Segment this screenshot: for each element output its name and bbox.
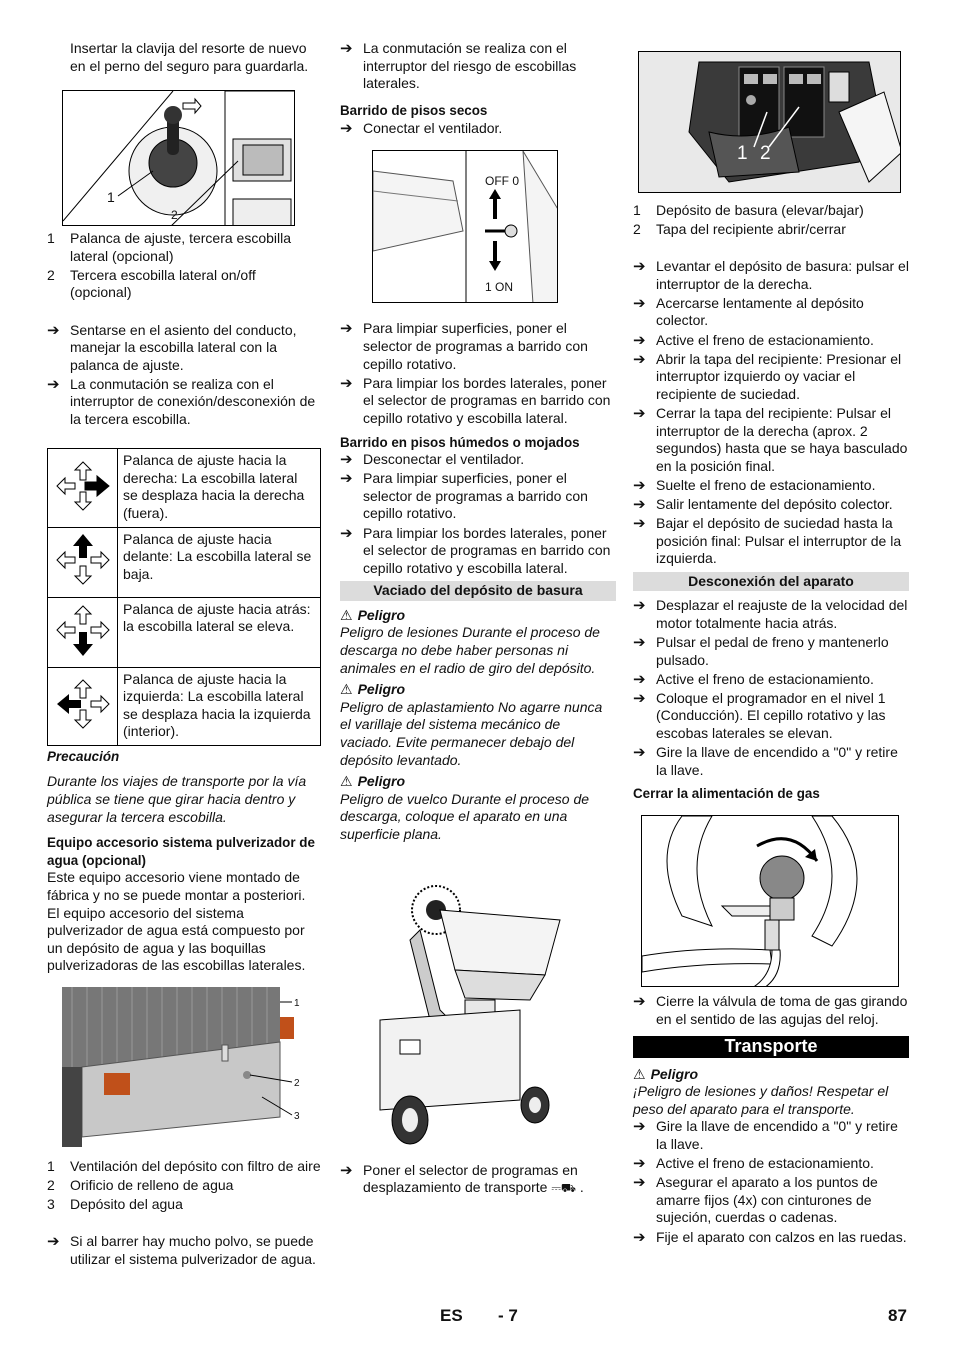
intro-text: Insertar la clavija del resorte de nuevo en el perno del seguro para guardarla. bbox=[70, 40, 309, 74]
fig1-callout-1: 1 bbox=[107, 189, 115, 206]
step-item: ➔ Levantar el depósito de basura: pulsar el interruptor de la derecha. bbox=[633, 258, 909, 292]
arrow-right-icon: ➔ bbox=[340, 524, 353, 542]
dumping-machine-illustration bbox=[370, 870, 570, 1146]
legend-item: 3 Depósito del agua bbox=[47, 1196, 183, 1213]
fan-on-label: 1 ON bbox=[485, 280, 514, 295]
water-tank-illustration bbox=[62, 987, 300, 1152]
direction-table bbox=[47, 448, 321, 746]
step-item: ➔ Para limpiar superficies, poner el selector de programas a barrido con cepillo rotativo. bbox=[340, 320, 588, 372]
step-item: ➔ Asegurar el aparato a los puntos de amarre fijos (4x) con cinturones de sujeción, cuerdas o cadenas. bbox=[633, 1174, 878, 1226]
fig2-callout-1: 1 bbox=[294, 998, 300, 1009]
dumping-machine-figure bbox=[370, 870, 570, 1146]
step-item: ➔ Cerrar la tapa del recipiente: Pulsar el interruptor de la derecha (aprox. 2 segundos) hasta que se haya basculado en la posición final. bbox=[633, 404, 908, 474]
joystick-figure bbox=[62, 90, 295, 226]
arrow-right-icon: ➔ bbox=[340, 451, 353, 469]
arrow-right-icon: ➔ bbox=[633, 744, 646, 762]
step-item: ➔ Para limpiar los bordes laterales, poner el selector de programas en barrido con cepillo rotativo y escobilla lateral. bbox=[340, 374, 611, 426]
warning-title: ⚠ Peligro bbox=[340, 606, 406, 623]
warning-title: ⚠ Peligro bbox=[340, 681, 406, 698]
fan-off-label: OFF 0 bbox=[485, 174, 520, 189]
column-2 bbox=[340, 40, 616, 1199]
table-row: Palanca de ajuste hacia la izquierda: La escobilla lateral se desplaza hacia la izquierda (interior). bbox=[48, 667, 321, 745]
legend-item: 1 Ventilación del depósito con filtro de aire bbox=[47, 1158, 321, 1174]
step-item: ➔ Si al barrer hay mucho polvo, se puede utilizar el sistema pulverizador de agua. bbox=[47, 1233, 316, 1267]
table-row: Palanca de ajuste hacia la derecha: La escobilla lateral se desplaza hacia la derecha (fuera). bbox=[48, 449, 321, 527]
section-empty-hopper: Vaciado del depósito de basura bbox=[340, 581, 616, 601]
legend-item: 1 Palanca de ajuste, tercera escobilla lateral (opcional) bbox=[47, 230, 292, 264]
step-item: ➔ Gire la llave de encendido a "0" y retire la llave. bbox=[633, 1118, 898, 1153]
warning-text: Peligro de lesiones Durante el proceso de descarga no debe haber personas ni animales en el radio de giro del depósito. bbox=[340, 624, 600, 676]
section-transport: Transporte bbox=[633, 1036, 909, 1058]
step-item: ➔ Salir lentamente del depósito colector. bbox=[633, 495, 893, 513]
step-item: ➔ Bajar el depósito de suciedad hasta la posición final: Pulsar el interruptor de la izquierda. bbox=[633, 515, 902, 567]
step-item: ➔ Active el freno de estacionamiento. bbox=[633, 670, 874, 688]
step-item: ➔ Desconectar el ventilador. bbox=[340, 451, 525, 469]
arrow-right-icon: ➔ bbox=[340, 1161, 353, 1179]
step-item: ➔ Active el freno de estacionamiento. bbox=[633, 1155, 874, 1173]
footer-page-total: 87 bbox=[888, 1306, 907, 1325]
arrow-right-icon: ➔ bbox=[633, 350, 646, 368]
footer-page-local: - 7 bbox=[498, 1306, 518, 1325]
arrow-right-icon: ➔ bbox=[633, 634, 646, 652]
step-item: ➔ Desplazar el reajuste de la velocidad del motor totalmente hacia atrás. bbox=[633, 597, 908, 631]
arrow-right-icon: ➔ bbox=[47, 375, 60, 393]
warning-text: Peligro de vuelco Durante el proceso de descarga, coloque el aparato en una superficie plana. bbox=[340, 790, 590, 842]
step-item: ➔ Gire la llave de encendido a "0" y retire la llave. bbox=[633, 744, 898, 778]
step-item: ➔ Fije el aparato con calzos en las ruedas. bbox=[633, 1228, 907, 1246]
warning-text: ¡Peligro de lesiones y daños! Respetar el peso del aparato para el transporte. bbox=[633, 1083, 889, 1117]
fig2-callout-3: 3 bbox=[294, 1111, 300, 1122]
fig1-callout-2: 2 bbox=[171, 208, 178, 223]
arrow-right-icon: ➔ bbox=[633, 1174, 646, 1192]
arrow-right-icon: ➔ bbox=[633, 992, 646, 1010]
joystick-illustration bbox=[63, 91, 295, 226]
step-item: ➔ Para limpiar los bordes laterales, poner el selector de programas en barrido con cepillo rotativo y escobilla lateral. bbox=[340, 524, 611, 576]
step-item: ➔ Abrir la tapa del recipiente: Presionar el interruptor izquierdo oy vaciar el recipiente de suciedad. bbox=[633, 350, 902, 402]
arrow-right-icon: ➔ bbox=[633, 1155, 646, 1173]
warning-triangle-icon: ⚠ bbox=[340, 773, 353, 790]
table-row: Palanca de ajuste hacia delante: La escobilla lateral se baja. bbox=[48, 527, 321, 597]
lever-left-icon bbox=[48, 667, 118, 745]
arrow-right-icon: ➔ bbox=[633, 515, 646, 532]
footer-language: ES bbox=[440, 1306, 463, 1325]
warning-triangle-icon: ⚠ bbox=[340, 606, 353, 623]
arrow-right-icon: ➔ bbox=[340, 119, 353, 137]
arrow-right-icon: ➔ bbox=[633, 1228, 646, 1246]
step-item: ➔ Coloque el programador en el nivel 1 (Conducción). El cepillo rotativo y las escobas laterales se elevan. bbox=[633, 689, 886, 742]
arrow-right-icon: ➔ bbox=[633, 404, 646, 422]
step-item: ➔ Suelte el freno de estacionamiento. bbox=[633, 476, 876, 494]
fan-switch-illustration bbox=[373, 151, 558, 303]
gas-title: Cerrar la alimentación de gas bbox=[633, 786, 820, 802]
arrow-right-icon: ➔ bbox=[47, 1233, 60, 1251]
arrow-right-icon: ➔ bbox=[340, 470, 353, 488]
lever-down-icon bbox=[48, 597, 118, 667]
arrow-right-icon: ➔ bbox=[633, 597, 646, 615]
arrow-right-icon: ➔ bbox=[633, 331, 646, 349]
dry-title: Barrido de pisos secos bbox=[340, 103, 488, 119]
step-item: ➔ Active el freno de estacionamiento. bbox=[633, 331, 874, 349]
caution-text: Durante los viajes de transporte por la vía pública se tiene que girar hacia dentro y asegurar la tercera escobilla. bbox=[47, 773, 307, 825]
step-item: ➔ Sentarse en el asiento del conducto, manejar la escobilla lateral con la palanca de ajuste. bbox=[47, 321, 297, 373]
warning-triangle-icon: ⚠ bbox=[340, 681, 353, 698]
arrow-right-icon: ➔ bbox=[633, 670, 646, 688]
warning-triangle-icon: ⚠ bbox=[633, 1065, 646, 1082]
arrow-right-icon: ➔ bbox=[47, 321, 60, 339]
section-disconnect: Desconexión del aparato bbox=[633, 572, 909, 592]
legend-item: 2 Tercera escobilla lateral on/off (opcional) bbox=[47, 266, 256, 301]
warning-text: Peligro de aplastamiento No agarre nunca el varillaje del sistema mecánico de vaciado. Evite permanecer debajo del depósito levantado. bbox=[340, 698, 603, 768]
column-3 bbox=[633, 40, 909, 1248]
legend-item: 2 Orificio de relleno de agua bbox=[47, 1177, 234, 1194]
lever-right-icon bbox=[48, 449, 118, 527]
wet-title: Barrido en pisos húmedos o mojados bbox=[340, 434, 580, 450]
spray-title: Equipo accesorio sistema pulverizador de agua (opcional) bbox=[47, 835, 315, 868]
legend-item: 2 Tapa del recipiente abrir/cerrar bbox=[633, 221, 846, 238]
step-item: ➔ La conmutación se realiza con el interruptor del riesgo de escobillas laterales. bbox=[340, 40, 577, 92]
arrow-right-icon: ➔ bbox=[633, 689, 646, 707]
column-1 bbox=[47, 40, 321, 1270]
legend-item: 1 Depósito de basura (elevar/bajar) bbox=[633, 202, 864, 218]
fig3-callout-1: 1 bbox=[737, 143, 748, 164]
control-panel-illustration bbox=[639, 52, 901, 193]
warning-title: ⚠ Peligro bbox=[340, 773, 406, 790]
gas-valve-illustration bbox=[642, 816, 899, 987]
step-item: ➔ La conmutación se realiza con el interruptor de conexión/desconexión de la tercera escobilla. bbox=[47, 375, 316, 428]
transport-mode-icon: ⎓⛟ bbox=[551, 1181, 577, 1196]
step-item: ➔ Pulsar el pedal de freno y mantenerlo pulsado. bbox=[633, 634, 889, 668]
gas-valve-figure bbox=[641, 815, 899, 987]
arrow-right-icon: ➔ bbox=[340, 40, 353, 57]
caution-title: Precaución bbox=[47, 748, 120, 764]
spray-text: Este equipo accesorio viene montado de fábrica y no se puede montar a posteriori. El equipo accesorio del sistema pulverizador de agua está compuesto por un depósito de agua y las boquillas pulverizadoras de las escobillas laterales. bbox=[47, 869, 306, 974]
arrow-right-icon: ➔ bbox=[633, 1118, 646, 1136]
lever-up-icon bbox=[48, 527, 118, 597]
table-row: Palanca de ajuste hacia atrás: la escobilla lateral se eleva. bbox=[48, 597, 321, 667]
water-tank-figure bbox=[62, 987, 300, 1152]
arrow-right-icon: ➔ bbox=[633, 294, 646, 312]
arrow-right-icon: ➔ bbox=[633, 258, 646, 276]
arrow-right-icon: ➔ bbox=[633, 476, 646, 494]
step-item: ➔ Para limpiar superficies, poner el selector de programas a barrido con cepillo rotativo. bbox=[340, 470, 588, 522]
step-item: ➔ Poner el selector de programas en desplazamiento de transporte ⎓⛟ . bbox=[340, 1162, 616, 1198]
step-item: ➔ Conectar el ventilador. bbox=[340, 119, 503, 137]
arrow-right-icon: ➔ bbox=[633, 495, 646, 513]
step-item: ➔ Acercarse lentamente al depósito colector. bbox=[633, 294, 864, 329]
fan-switch-figure bbox=[372, 150, 558, 303]
fig3-callout-2: 2 bbox=[760, 143, 771, 164]
warning-title: ⚠ Peligro bbox=[633, 1065, 699, 1082]
arrow-right-icon: ➔ bbox=[340, 374, 353, 392]
arrow-right-icon: ➔ bbox=[340, 320, 353, 338]
control-panel-figure bbox=[638, 51, 901, 193]
step-item: ➔ Cierre la válvula de toma de gas girando en el sentido de las agujas del reloj. bbox=[633, 992, 908, 1027]
fig2-callout-2: 2 bbox=[294, 1078, 300, 1089]
